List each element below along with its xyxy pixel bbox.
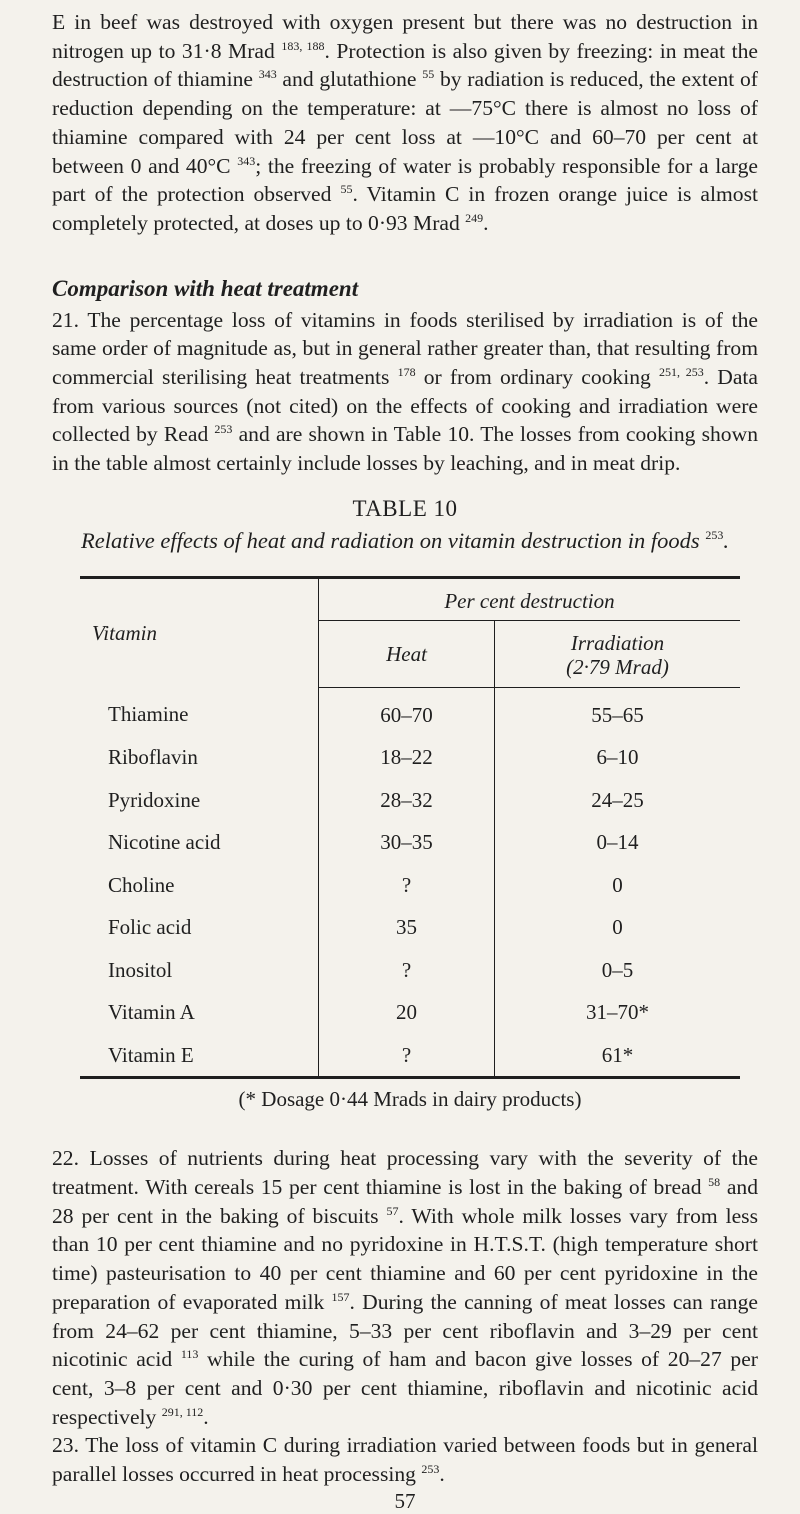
cell-irradiation: 0–14 (495, 821, 741, 864)
cell-vitamin: Nicotine acid (108, 830, 221, 855)
cell-vitamin: Riboflavin (108, 745, 198, 770)
cell-irradiation: 0 (495, 906, 741, 949)
cell-irradiation: 6–10 (495, 736, 741, 779)
page-number: 57 (394, 1488, 416, 1513)
cell-vitamin: Inositol (108, 957, 173, 982)
cell-vitamin: Vitamin A (108, 1000, 195, 1025)
cell-irradiation: 61* (495, 1034, 741, 1077)
table-subtitle: Relative effects of heat and radiation on vitamin destruction in foods $^{253}$. (81, 527, 729, 553)
table-row (80, 991, 740, 1034)
cell-heat: 60–70 (319, 687, 495, 736)
cell-heat: ? (319, 864, 495, 907)
cell-heat: ? (319, 1034, 495, 1077)
table-row (80, 906, 740, 949)
paragraph-intro: E in beef was destroyed with oxygen present but there was no destruction in nitrogen up to 31·8 Mrad $^{183, 188}$. Protection is also given by freezing: in meat the destruction of thiamine $^{343}$ and glutathione $^{55}$ by radiation is reduced, the extent of reduction depending on the temperature: at —75°C there is almost no loss of thiamine compared with 24 per cent loss at —10°C and 60–70 per cent at between 0 and 40°C $^{343}$; the freezing of water is probably responsible for a large part of the protection observed $^{55}$. Vitamin C in frozen orange juice is almost completely protected, at doses up to 0·93 Mrad $^{249}$. (52, 10, 759, 235)
table-row (80, 687, 740, 736)
table-row (80, 779, 740, 822)
paragraph-22: 22. Losses of nutrients during heat processing vary with the severity of the treatment. With cereals 15 per cent thiamine is lost in the baking of bread $^{58}$ and 28 per cent in the baking of biscuits $^{57}$. With whole milk losses vary from less than 10 per cent thiamine and no pyridoxine in H.T.S.T. (high temperature short time) pasteurisation to 40 per cent thiamine and 60 per cent pyridoxine in the preparation of evaporated milk $^{157}$. During the canning of meat losses can range from 24–62 per cent thiamine, 5–33 per cent riboflavin and 3–29 per cent nicotinic acid $^{113}$ while the curing of ham and bacon give losses of 20–27 per cent, 3–8 per cent and 0·30 per cent thiamine, riboflavin and nicotinic acid respectively $^{291, 112}$. (52, 1146, 759, 1429)
cell-vitamin: Pyridoxine (108, 787, 201, 812)
table-caption: TABLE 10 (352, 495, 458, 521)
cell-irradiation: 0–5 (495, 949, 741, 992)
table-row (80, 1034, 740, 1077)
header-irradiation: Irradiation (2·79 Mrad) (495, 620, 741, 687)
table-row (80, 736, 740, 779)
cell-vitamin: Choline (108, 872, 175, 897)
cell-heat: ? (319, 949, 495, 992)
cell-heat: 35 (319, 906, 495, 949)
vitamin-destruction-table (80, 579, 740, 1077)
table-footnote: (* Dosage 0·44 Mrads in dairy products) (238, 1087, 582, 1112)
cell-irradiation: 24–25 (495, 779, 741, 822)
cell-heat: 30–35 (319, 821, 495, 864)
cell-heat: 20 (319, 991, 495, 1034)
header-per-cent-destruction: Per cent destruction (319, 579, 741, 621)
header-vitamin: Vitamin (92, 620, 157, 645)
document-page (52, 8, 758, 1514)
cell-vitamin: Folic acid (108, 915, 192, 940)
cell-irradiation: 0 (495, 864, 741, 907)
cell-vitamin: Vitamin E (108, 1042, 194, 1067)
paragraph-21: 21. The percentage loss of vitamins in foods sterilised by irradiation is of the same order of magnitude as, but in general rather greater than, that resulting from commercial sterilising heat treatments $^{178}$ or from ordinary cooking $^{251, 253}$. Data from various sources (not cited) on the effects of cooking and irradiation were collected by Read $^{253}$ and are shown in Table 10. The losses from cooking shown in the table almost certainly include losses by leaching, and in meat drip. (52, 307, 759, 476)
vitamin-table (80, 576, 740, 1080)
section-heading: Comparison with heat treatment (52, 275, 359, 301)
paragraph-23: 23. The loss of vitamin C during irradiation varied between foods but in general parallel losses occurred in heat processing $^{253}$. (52, 1433, 758, 1487)
header-heat: Heat (319, 620, 495, 687)
cell-heat: 28–32 (319, 779, 495, 822)
table-row (80, 864, 740, 907)
cell-irradiation: 31–70* (495, 991, 741, 1034)
cell-heat: 18–22 (319, 736, 495, 779)
cell-irradiation: 55–65 (495, 687, 741, 736)
table-row (80, 821, 740, 864)
cell-vitamin: Thiamine (108, 702, 189, 727)
table-row (80, 949, 740, 992)
table-bottom-rule (80, 1076, 740, 1079)
